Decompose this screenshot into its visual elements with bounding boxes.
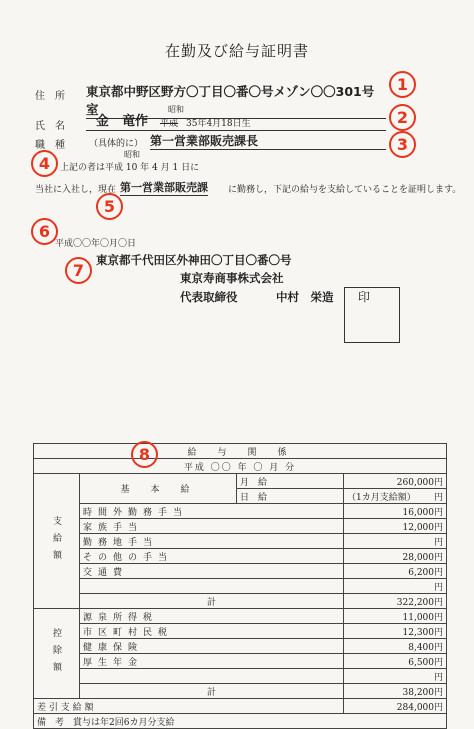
issue-date: 平成〇〇年〇月〇日	[55, 239, 137, 249]
table-header: 給 与 関 係	[34, 444, 447, 459]
pay-item-label	[80, 579, 344, 594]
position-value: 第一営業部販売課長	[150, 132, 386, 150]
ded-item-label	[80, 669, 344, 684]
daily-value: 円	[433, 492, 443, 503]
pay-item-label: 時間外勤務手当	[80, 504, 344, 519]
table-row	[34, 459, 447, 474]
table-row	[34, 549, 447, 564]
name-underline	[86, 130, 386, 131]
ded-item-label: 健康保険	[80, 639, 344, 654]
table-row	[34, 519, 447, 534]
name-label: 氏 名	[35, 121, 65, 132]
table-row	[34, 699, 447, 714]
payroll-table	[33, 443, 447, 729]
table-row	[34, 564, 447, 579]
address-label: 住 所	[35, 91, 65, 102]
daily-value-cell	[344, 489, 447, 504]
badge-5: 5	[96, 193, 123, 220]
company-name: 東京寿商事株式会社	[180, 271, 284, 285]
ded-total-label: 計	[80, 684, 344, 699]
table-row	[34, 654, 447, 669]
statement-dept: 第一営業部販売課	[120, 181, 208, 194]
statement-line1: 上記の者は平成 10 年 4 月 1 日に	[60, 163, 200, 173]
pay-item-value: 28,000円	[344, 549, 447, 564]
table-row	[34, 714, 447, 729]
pay-item-label: 家族手当	[80, 519, 344, 534]
statement-line2-b: に勤務し，下記の給与を支給していることを証明します。	[228, 185, 462, 195]
rep-name: 中村 栄造	[276, 290, 334, 304]
statement-line2-a: 当社に入社し，現在	[35, 185, 117, 195]
pay-item-label: 勤務地手当	[80, 534, 344, 549]
ded-item-value: 11,000円	[344, 609, 447, 624]
badge-4: 4	[31, 150, 58, 177]
badge-2: 2	[389, 104, 416, 131]
ded-item-value: 12,300円	[344, 624, 447, 639]
table-row	[34, 594, 447, 609]
table-row	[34, 669, 447, 684]
monthly-label: 月 給	[237, 474, 344, 489]
position-note: （具体的に）	[89, 139, 144, 149]
ded-item-value: 円	[344, 669, 447, 684]
name-value: 金 竜作	[96, 114, 149, 129]
badge-7: 7	[65, 257, 92, 284]
position-label: 職 種	[35, 140, 65, 151]
pay-total-value: 322,200円	[344, 594, 447, 609]
seal-mark: 印	[358, 290, 371, 304]
table-row	[34, 579, 447, 594]
table-row	[34, 684, 447, 699]
rep-title: 代表取締役	[180, 290, 238, 304]
badge-6: 6	[31, 218, 58, 245]
pay-item-label: 交通費	[80, 564, 344, 579]
ded-item-label: 市区町村民税	[80, 624, 344, 639]
daily-label: 日 給	[237, 489, 344, 504]
remarks-label: 備 考	[37, 717, 65, 728]
table-row	[34, 639, 447, 654]
birth-date: 35年4月18日生	[186, 119, 251, 129]
remarks-value: 賞与は年2回6カ月分支給	[73, 717, 175, 728]
pay-item-value: 円	[344, 534, 447, 549]
table-row	[34, 504, 447, 519]
era-new: 昭和	[168, 105, 184, 114]
pay-item-label: その他の手当	[80, 549, 344, 564]
monthly-value: 260,000円	[344, 474, 447, 489]
daily-note: （1カ月支給額）	[347, 492, 416, 503]
table-row	[34, 444, 447, 459]
badge-1: 1	[389, 71, 416, 98]
ded-item-value: 6,500円	[344, 654, 447, 669]
table-row	[34, 624, 447, 639]
remarks-cell	[34, 714, 447, 729]
table-period: 平成 〇〇 年 〇 月 分	[34, 459, 447, 474]
pay-item-value: 6,200円	[344, 564, 447, 579]
badge-8: 8	[131, 441, 158, 468]
pay-item-value: 円	[344, 579, 447, 594]
pay-side-label: 支給額	[34, 474, 80, 609]
net-pay-value: 284,000円	[344, 699, 447, 714]
pay-total-label: 計	[80, 594, 344, 609]
era-old: 平成	[160, 119, 179, 129]
address-value: 東京都中野区野方〇丁目〇番〇号メゾン〇〇301号室	[86, 82, 386, 119]
ded-item-label: 源泉所得税	[80, 609, 344, 624]
statement-era-note: 昭和	[124, 150, 140, 159]
table-row	[34, 609, 447, 624]
deduction-side-label: 控除額	[34, 609, 80, 699]
ded-item-value: 8,400円	[344, 639, 447, 654]
ded-item-label: 厚生年金	[80, 654, 344, 669]
table-row	[34, 474, 447, 489]
net-pay-label: 差 引 支 給 額	[34, 699, 344, 714]
pay-item-value: 12,000円	[344, 519, 447, 534]
seal-box	[344, 287, 400, 343]
badge-3: 3	[389, 131, 416, 158]
table-row	[34, 534, 447, 549]
document-title: 在勤及び給与証明書	[164, 42, 309, 60]
company-address: 東京都千代田区外神田〇丁目〇番〇号	[96, 253, 292, 267]
base-pay-label: 基 本 給	[80, 474, 237, 504]
pay-item-value: 16,000円	[344, 504, 447, 519]
ded-total-value: 38,200円	[344, 684, 447, 699]
